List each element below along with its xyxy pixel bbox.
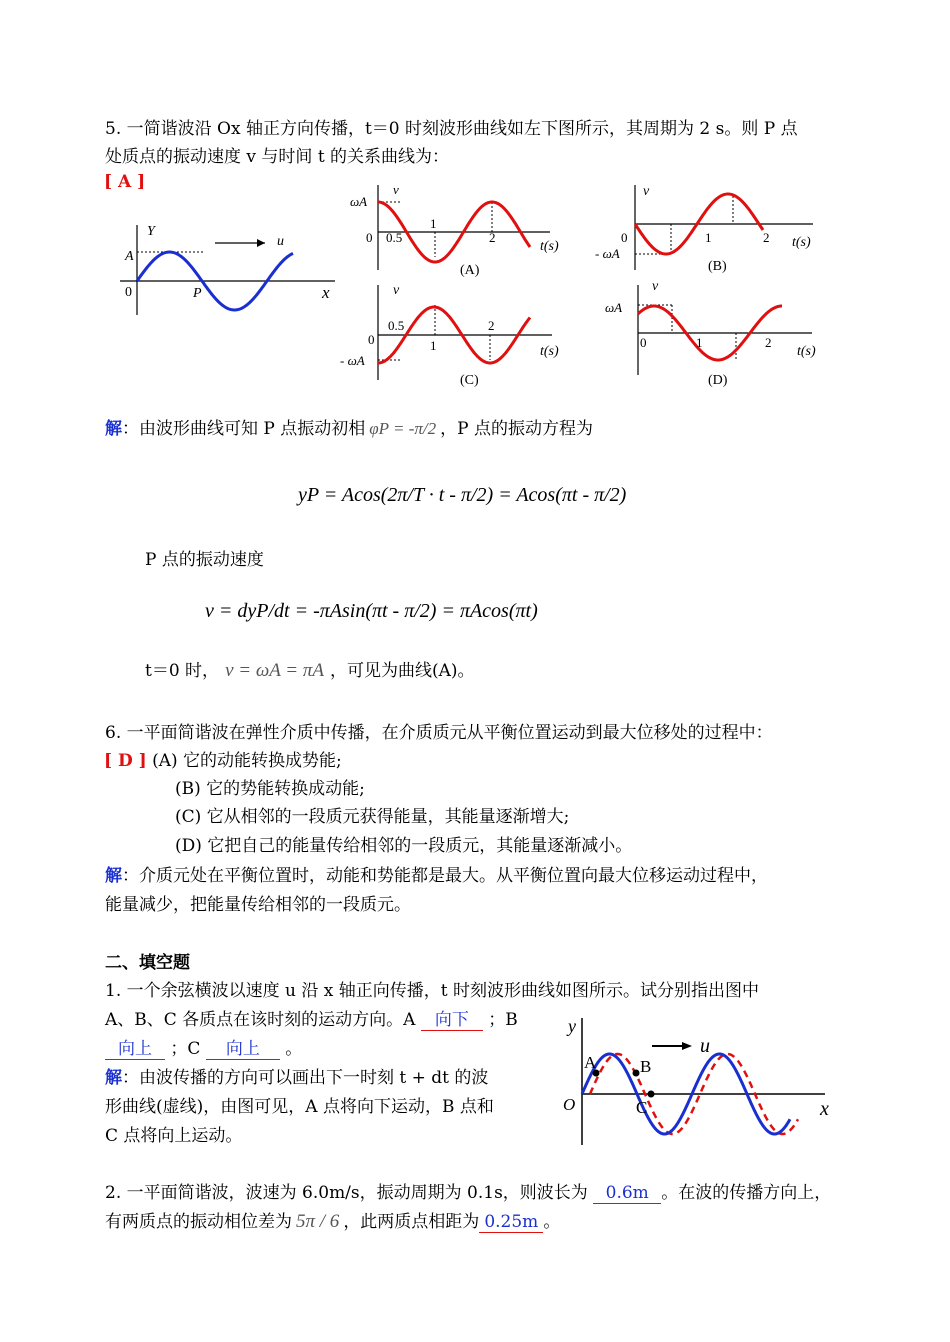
svg-text:1: 1: [705, 230, 712, 245]
svg-text:2: 2: [765, 335, 772, 350]
q5-graph-b: [595, 180, 825, 280]
wave-x-label: x: [322, 283, 330, 302]
svg-text:B: B: [640, 1057, 652, 1076]
svg-text:0.5: 0.5: [386, 230, 403, 245]
q6-text-line1: 6. 一平面简谐波在弹性介质中传播，在介质质元从平衡位置运动到最大位移处的过程中：: [105, 723, 773, 743]
graph-a-label: (A): [460, 263, 480, 278]
s2q2-line2: 有两质点的振动相位差为 5π / 6 ，此两质点相距为 0.25m 。: [105, 1211, 561, 1232]
wave-u-label: u: [277, 234, 284, 249]
q5-text-line1: 5. 一简谐波沿 Ox 轴正方向传播，t＝0 时刻波形曲线如左下图所示，其周期为 2 s。则 P 点: [105, 119, 798, 139]
wave-p-label: P: [193, 286, 202, 301]
arrow-icon: [682, 1042, 692, 1050]
fill-a: 向下: [421, 1005, 483, 1031]
fill-distance: 0.25m: [479, 1212, 543, 1233]
s2q1-wave-figure: [560, 1010, 840, 1150]
q6-option-d: (D) 它把自己的能量传给相邻的一段质元，其能量逐渐减小。: [175, 836, 633, 856]
q5-solution-line3: t＝0 时， v = ωA = πA ，可见为曲线(A)。: [145, 660, 475, 681]
svg-text:v: v: [393, 182, 399, 197]
fill-b: 向上: [105, 1034, 165, 1060]
svg-text:t(s): t(s): [797, 344, 816, 359]
q5-graph-c: [340, 280, 570, 390]
svg-text:0: 0: [366, 230, 373, 245]
svg-text:O: O: [563, 1095, 576, 1114]
s2q1-line1: 1. 一个余弦横波以速度 u 沿 x 轴正向传播，t 时刻波形曲线如图所示。试分别指出图中: [105, 981, 760, 1001]
q5-equation-2: v = dyP/dt = -πAsin(πt - π/2) = πAcos(πt): [205, 600, 538, 622]
svg-text:C: C: [636, 1098, 648, 1117]
svg-text:2: 2: [488, 318, 495, 333]
q6-answer: [ D ]: [104, 751, 147, 771]
wave-a-label: A: [125, 249, 134, 264]
svg-text:- ωA: - ωA: [595, 246, 620, 261]
svg-text:v: v: [643, 184, 650, 199]
svg-text:1: 1: [430, 338, 437, 353]
q5-text-line2: 处质点的振动速度 v 与时间 t 的关系曲线为：: [105, 147, 450, 167]
svg-text:v: v: [393, 283, 400, 298]
svg-text:1: 1: [696, 335, 703, 350]
svg-text:- ωA: - ωA: [340, 353, 365, 368]
arrow-icon: [257, 239, 265, 247]
s2q1-solution-line1: 解：由波传播的方向可以画出下一时刻 t + dt 的波: [105, 1068, 489, 1088]
svg-text:y: y: [568, 1016, 576, 1036]
s2q2-line1: 2. 一平面简谐波，波速为 6.0m/s，振动周期为 0.1s，则波长为 0.6m 。在波的传播方向上，: [105, 1183, 832, 1203]
s2q1-solution-line2: 形曲线(虚线)，由图可见，A 点将向下运动，B 点和: [105, 1097, 494, 1117]
svg-text:t(s): t(s): [540, 344, 559, 359]
svg-text:0: 0: [368, 332, 375, 347]
svg-text:v: v: [652, 280, 659, 294]
svg-text:2: 2: [489, 230, 496, 245]
q6-answer-line: [ D ] (A) 它的动能转换成势能;: [104, 751, 342, 771]
svg-text:0: 0: [621, 230, 628, 245]
wave-origin-label: 0: [125, 285, 132, 300]
q5-graph-d: [600, 280, 830, 390]
q5-equation-1: yP = Acos(2π/T · t - π/2) = Acos(πt - π/2): [298, 484, 627, 506]
svg-text:0.5: 0.5: [388, 318, 405, 333]
wave-y-label: Y: [147, 224, 155, 239]
q5-solution-line1: 解：由波形曲线可知 P 点振动初相 φP = -π/2 ，P 点的振动方程为: [105, 419, 593, 439]
graph-b-label: (B): [708, 259, 727, 274]
svg-text:1: 1: [430, 216, 437, 231]
point-c: [648, 1091, 655, 1098]
svg-text:t(s): t(s): [792, 235, 811, 250]
s2q1-line2: A、B、C 各质点在该时刻的运动方向。A 向下 ；B: [105, 1005, 518, 1031]
svg-text:ωA: ωA: [605, 300, 623, 315]
svg-text:t(s): t(s): [540, 239, 559, 254]
section2-title: 二、填空题: [105, 953, 190, 973]
graph-c-label: (C): [460, 373, 479, 388]
s2q1-line3: 向上 ；C 向上 。: [105, 1034, 302, 1060]
svg-text:ωA: ωA: [350, 194, 368, 209]
point-b: [633, 1070, 640, 1077]
svg-text:u: u: [700, 1035, 710, 1057]
q5-graph-a: [340, 180, 570, 280]
graph-d-label: (D): [708, 373, 728, 388]
q5-solution-line2: P 点的振动速度: [145, 550, 264, 570]
q5-wave-figure: [115, 215, 340, 320]
q6-solution-line2: 能量减少，把能量传给相邻的一段质元。: [105, 895, 411, 915]
s2q1-solution-line3: C 点将向上运动。: [105, 1126, 243, 1146]
q5-answer: [ A ]: [104, 172, 146, 192]
fill-c: 向上: [206, 1034, 280, 1060]
svg-text:2: 2: [763, 230, 770, 245]
q6-solution-line1: 解：介质元处在平衡位置时，动能和势能都是最大。从平衡位置向最大位移运动过程中，: [105, 866, 768, 886]
svg-text:x: x: [820, 1098, 829, 1120]
q6-option-c: (C) 它从相邻的一段质元获得能量，其能量逐渐增大;: [175, 807, 570, 827]
fill-wavelength: 0.6m: [593, 1183, 661, 1204]
q6-option-b: (B) 它的势能转换成动能;: [175, 779, 365, 799]
svg-text:A: A: [584, 1053, 597, 1072]
svg-text:0: 0: [640, 335, 647, 350]
